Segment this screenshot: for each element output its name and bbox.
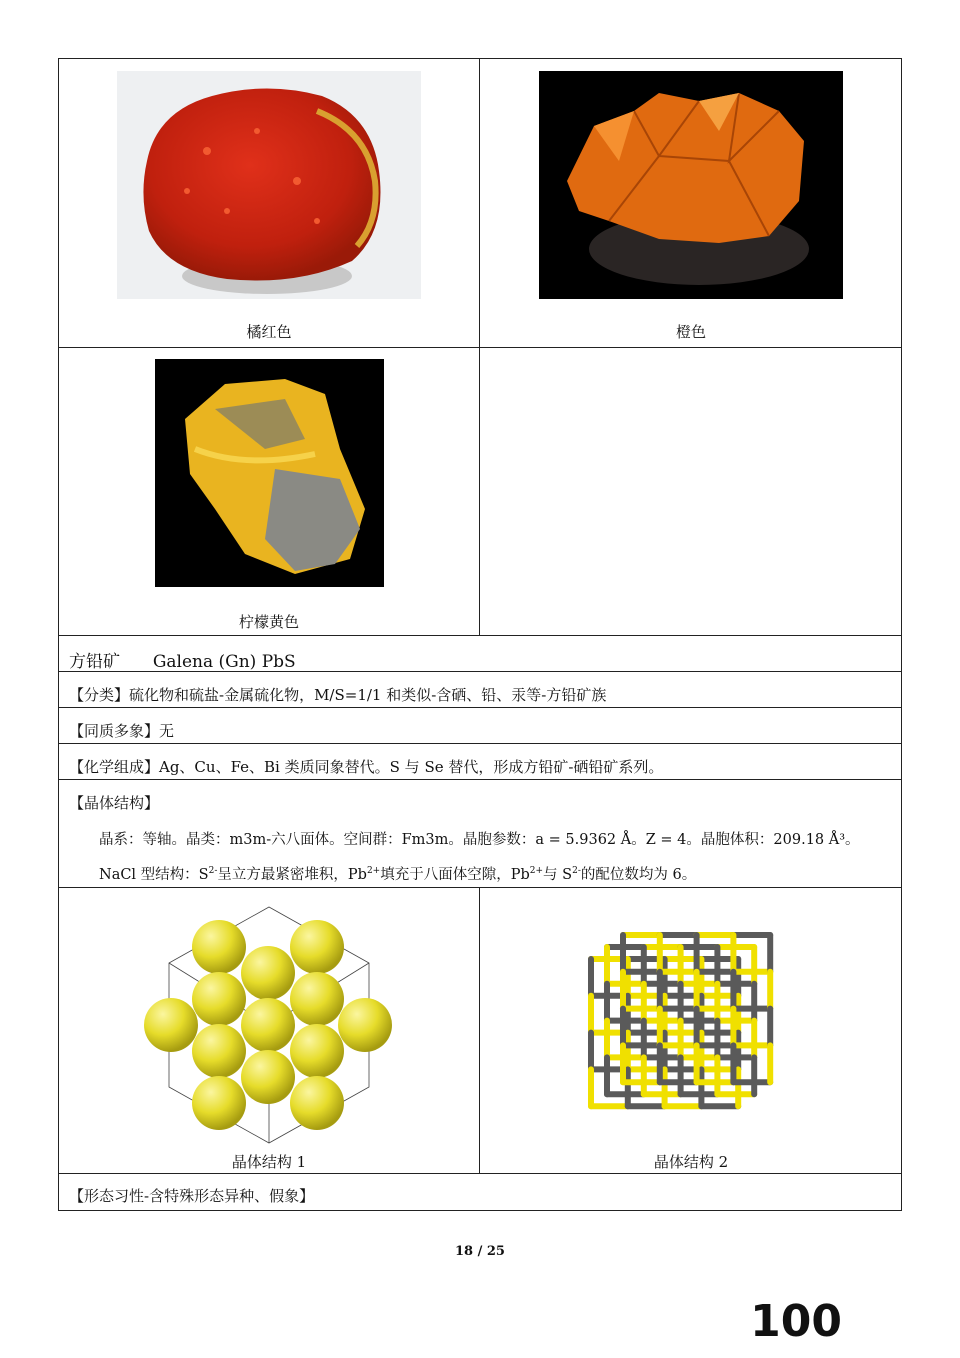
classification-row: 【分类】硫化物和硫盐-金属硫化物，M/S=1/1 和类似-含硒、铅、汞等-方铅矿族 — [69, 686, 607, 704]
row-divider — [59, 779, 901, 780]
sphere-atom — [241, 946, 295, 1000]
polymorph-row: 【同质多象】无 — [69, 722, 175, 740]
row-divider — [59, 743, 901, 744]
sphere-atom — [241, 998, 295, 1052]
col-divider — [479, 887, 480, 1173]
document-table — [58, 58, 902, 1211]
diagram-caption: 晶体结构 2 — [653, 1153, 729, 1171]
structure-header: 【晶体结构】 — [69, 794, 160, 812]
row-divider — [59, 887, 901, 888]
sphere-atom — [192, 1076, 246, 1130]
sphere-atom — [290, 1076, 344, 1130]
structure-description: NaCl 型结构：$S^{2-}$呈立方最紧密堆积，$Pb^{2+}$填充于八面体空隙，$Pb^{2+}$与 $S^{2-}$的配位数均为 6。 — [99, 866, 697, 883]
page-indicator: 18 / 25 — [455, 1244, 505, 1259]
page-number: 100 — [750, 1296, 842, 1347]
diagram-caption: 晶体结构 1 — [231, 1153, 307, 1171]
sphere-atom — [144, 998, 198, 1052]
row-divider — [59, 347, 901, 348]
mineral-photo-orange-red — [117, 71, 421, 299]
row-divider — [59, 707, 901, 708]
structure-params: 晶系：等轴。晶类：m3m-六八面体。空间群：Fm3m。晶胞参数：a = 5.9362 Å。Z = 4。晶胞体积：209.18 Å³。 — [99, 832, 860, 848]
photo-caption: 橘红色 — [246, 323, 292, 341]
row-divider — [59, 1173, 901, 1174]
crystal-structure-1-diagram — [141, 897, 397, 1153]
mineral-name-en: Galena (Gn) PbS — [152, 652, 296, 672]
chemistry-row: 【化学组成】Ag、Cu、Fe、Bi 类质同象替代。S 与 Se 替代，形成方铅矿-硒铅矿系列。 — [69, 758, 664, 776]
crystal-structure-2-diagram — [571, 899, 811, 1149]
sphere-atom — [192, 1024, 246, 1078]
sphere-atom — [290, 1024, 344, 1078]
mineral-title — [69, 647, 296, 672]
morphology-header: 【形态习性-含特殊形态异种、假象】 — [69, 1187, 315, 1205]
sphere-atom — [241, 1050, 295, 1104]
sphere-atom — [290, 972, 344, 1026]
mineral-photo-lemon-yellow — [155, 359, 384, 587]
row-divider — [59, 635, 901, 636]
sphere-atom — [192, 920, 246, 974]
mineral-photo-orange — [539, 71, 843, 299]
sphere-atom — [290, 920, 344, 974]
photo-caption: 橙色 — [675, 323, 706, 341]
mineral-name-cn: 方铅矿 — [69, 652, 120, 672]
col-divider — [479, 59, 480, 635]
photo-caption: 柠檬黄色 — [238, 613, 299, 631]
sphere-atom — [192, 972, 246, 1026]
sphere-atom — [338, 998, 392, 1052]
